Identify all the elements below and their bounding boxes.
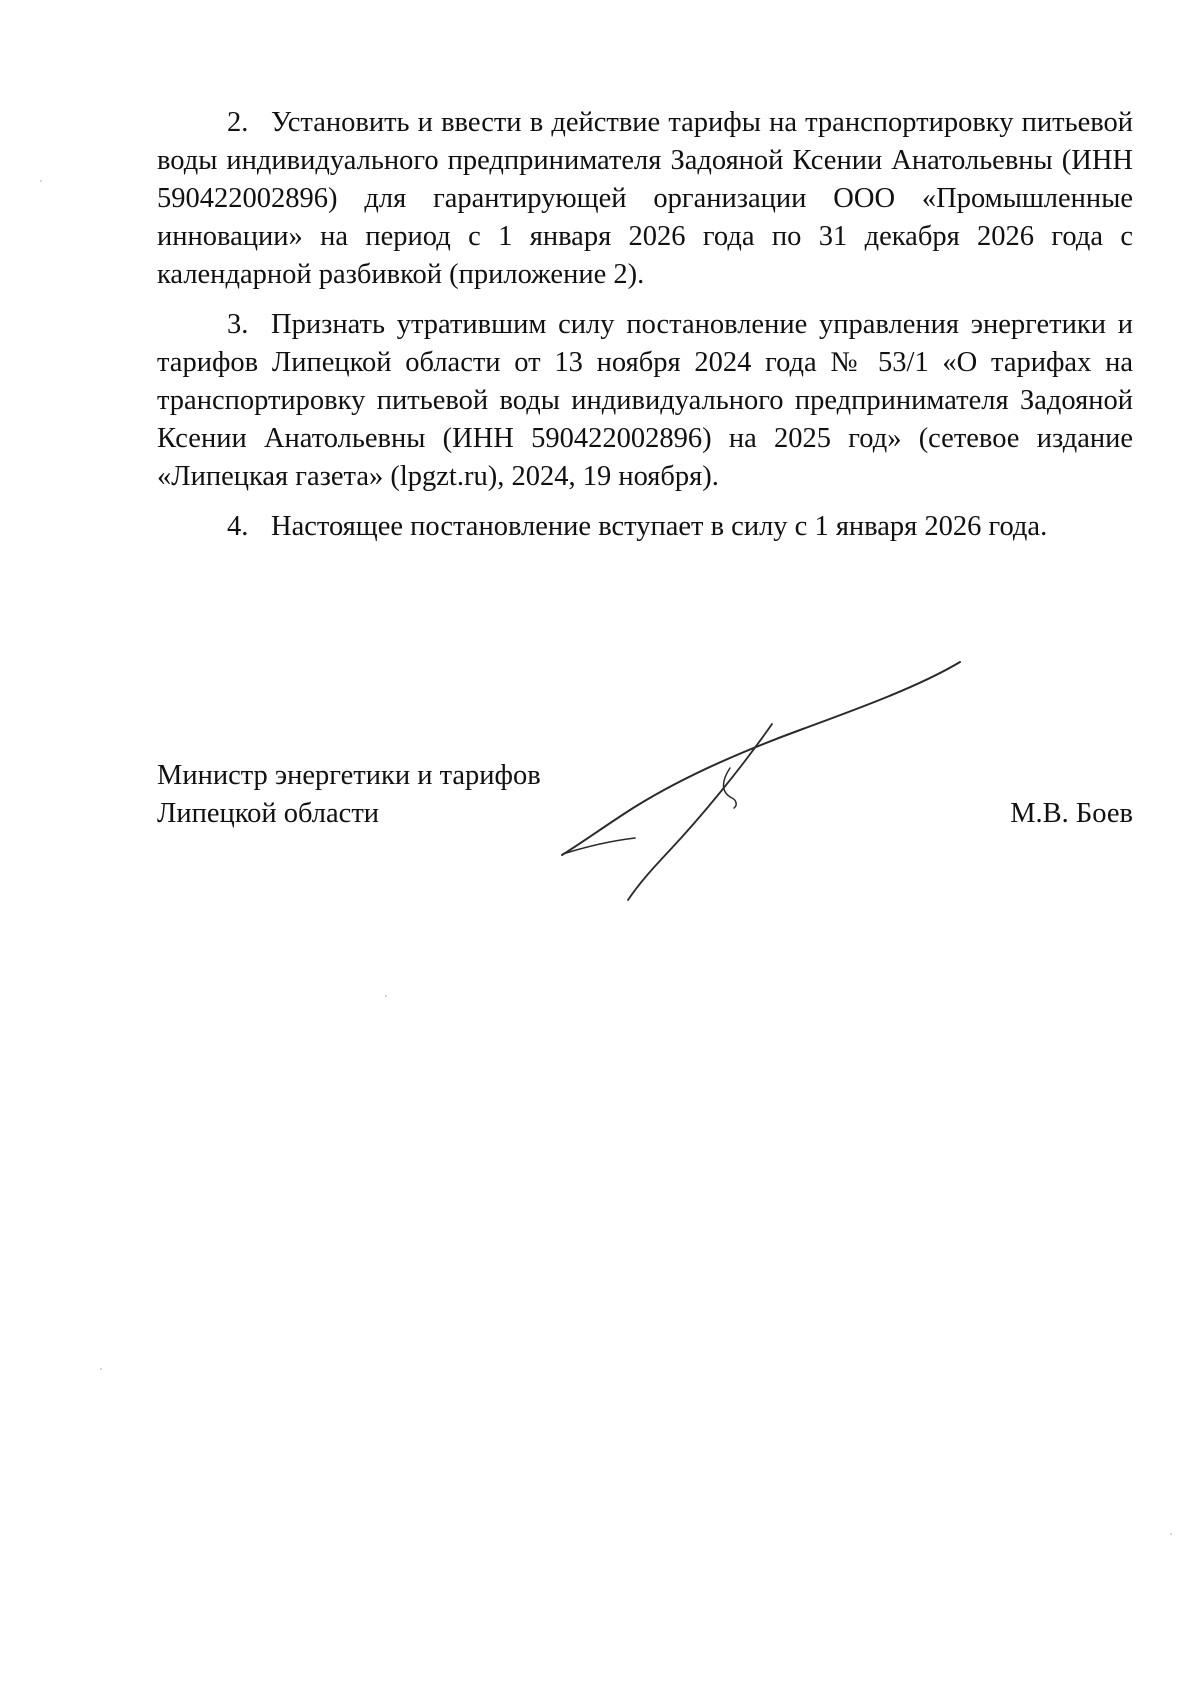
paragraph-text: Установить и ввести в действие тарифы на транспортировку питьевой воды индивидуального предпринимателя Задояной Ксении Анатольевны (ИНН 590422002896) для гарантирующей организации ООО «Промышленные инновации» на период с 1 января 2026 года по 31 декабря 2026 года с календарной разбивкой (приложение 2). bbox=[157, 107, 1133, 290]
scan-speck bbox=[1170, 1533, 1172, 1535]
signatory-title-line-2: Липецкой области bbox=[157, 798, 380, 829]
scan-speck bbox=[385, 995, 387, 997]
signatory-name: М.В. Боев bbox=[1010, 798, 1133, 829]
scan-speck bbox=[40, 180, 42, 182]
document-body bbox=[157, 104, 1133, 558]
paragraph-4 bbox=[157, 508, 1133, 546]
signature-block bbox=[157, 757, 1133, 833]
paragraph-text: Признать утратившим силу постановление управления энергетики и тарифов Липецкой области от 13 ноября 2024 года № 53/1 «О тарифах на транспортировку питьевой воды индивидуального предпринимателя Задояной Ксении Анатольевны (ИНН 590422002896) на 2025 год» (сетевое издание «Липецкая газета» (lpgzt.ru), 2024, 19 ноября). bbox=[157, 309, 1133, 492]
scan-speck bbox=[100, 1368, 102, 1370]
signatory-title-line-1: Министр энергетики и тарифов bbox=[157, 760, 541, 791]
paragraph-text: Настоящее постановление вступает в силу с 1 января 2026 года. bbox=[271, 511, 1048, 542]
paragraph-number: 2. bbox=[227, 107, 249, 138]
paragraph-2 bbox=[157, 104, 1133, 294]
paragraph-3 bbox=[157, 306, 1133, 496]
paragraph-number: 3. bbox=[227, 309, 249, 340]
paragraph-number: 4. bbox=[227, 511, 249, 542]
